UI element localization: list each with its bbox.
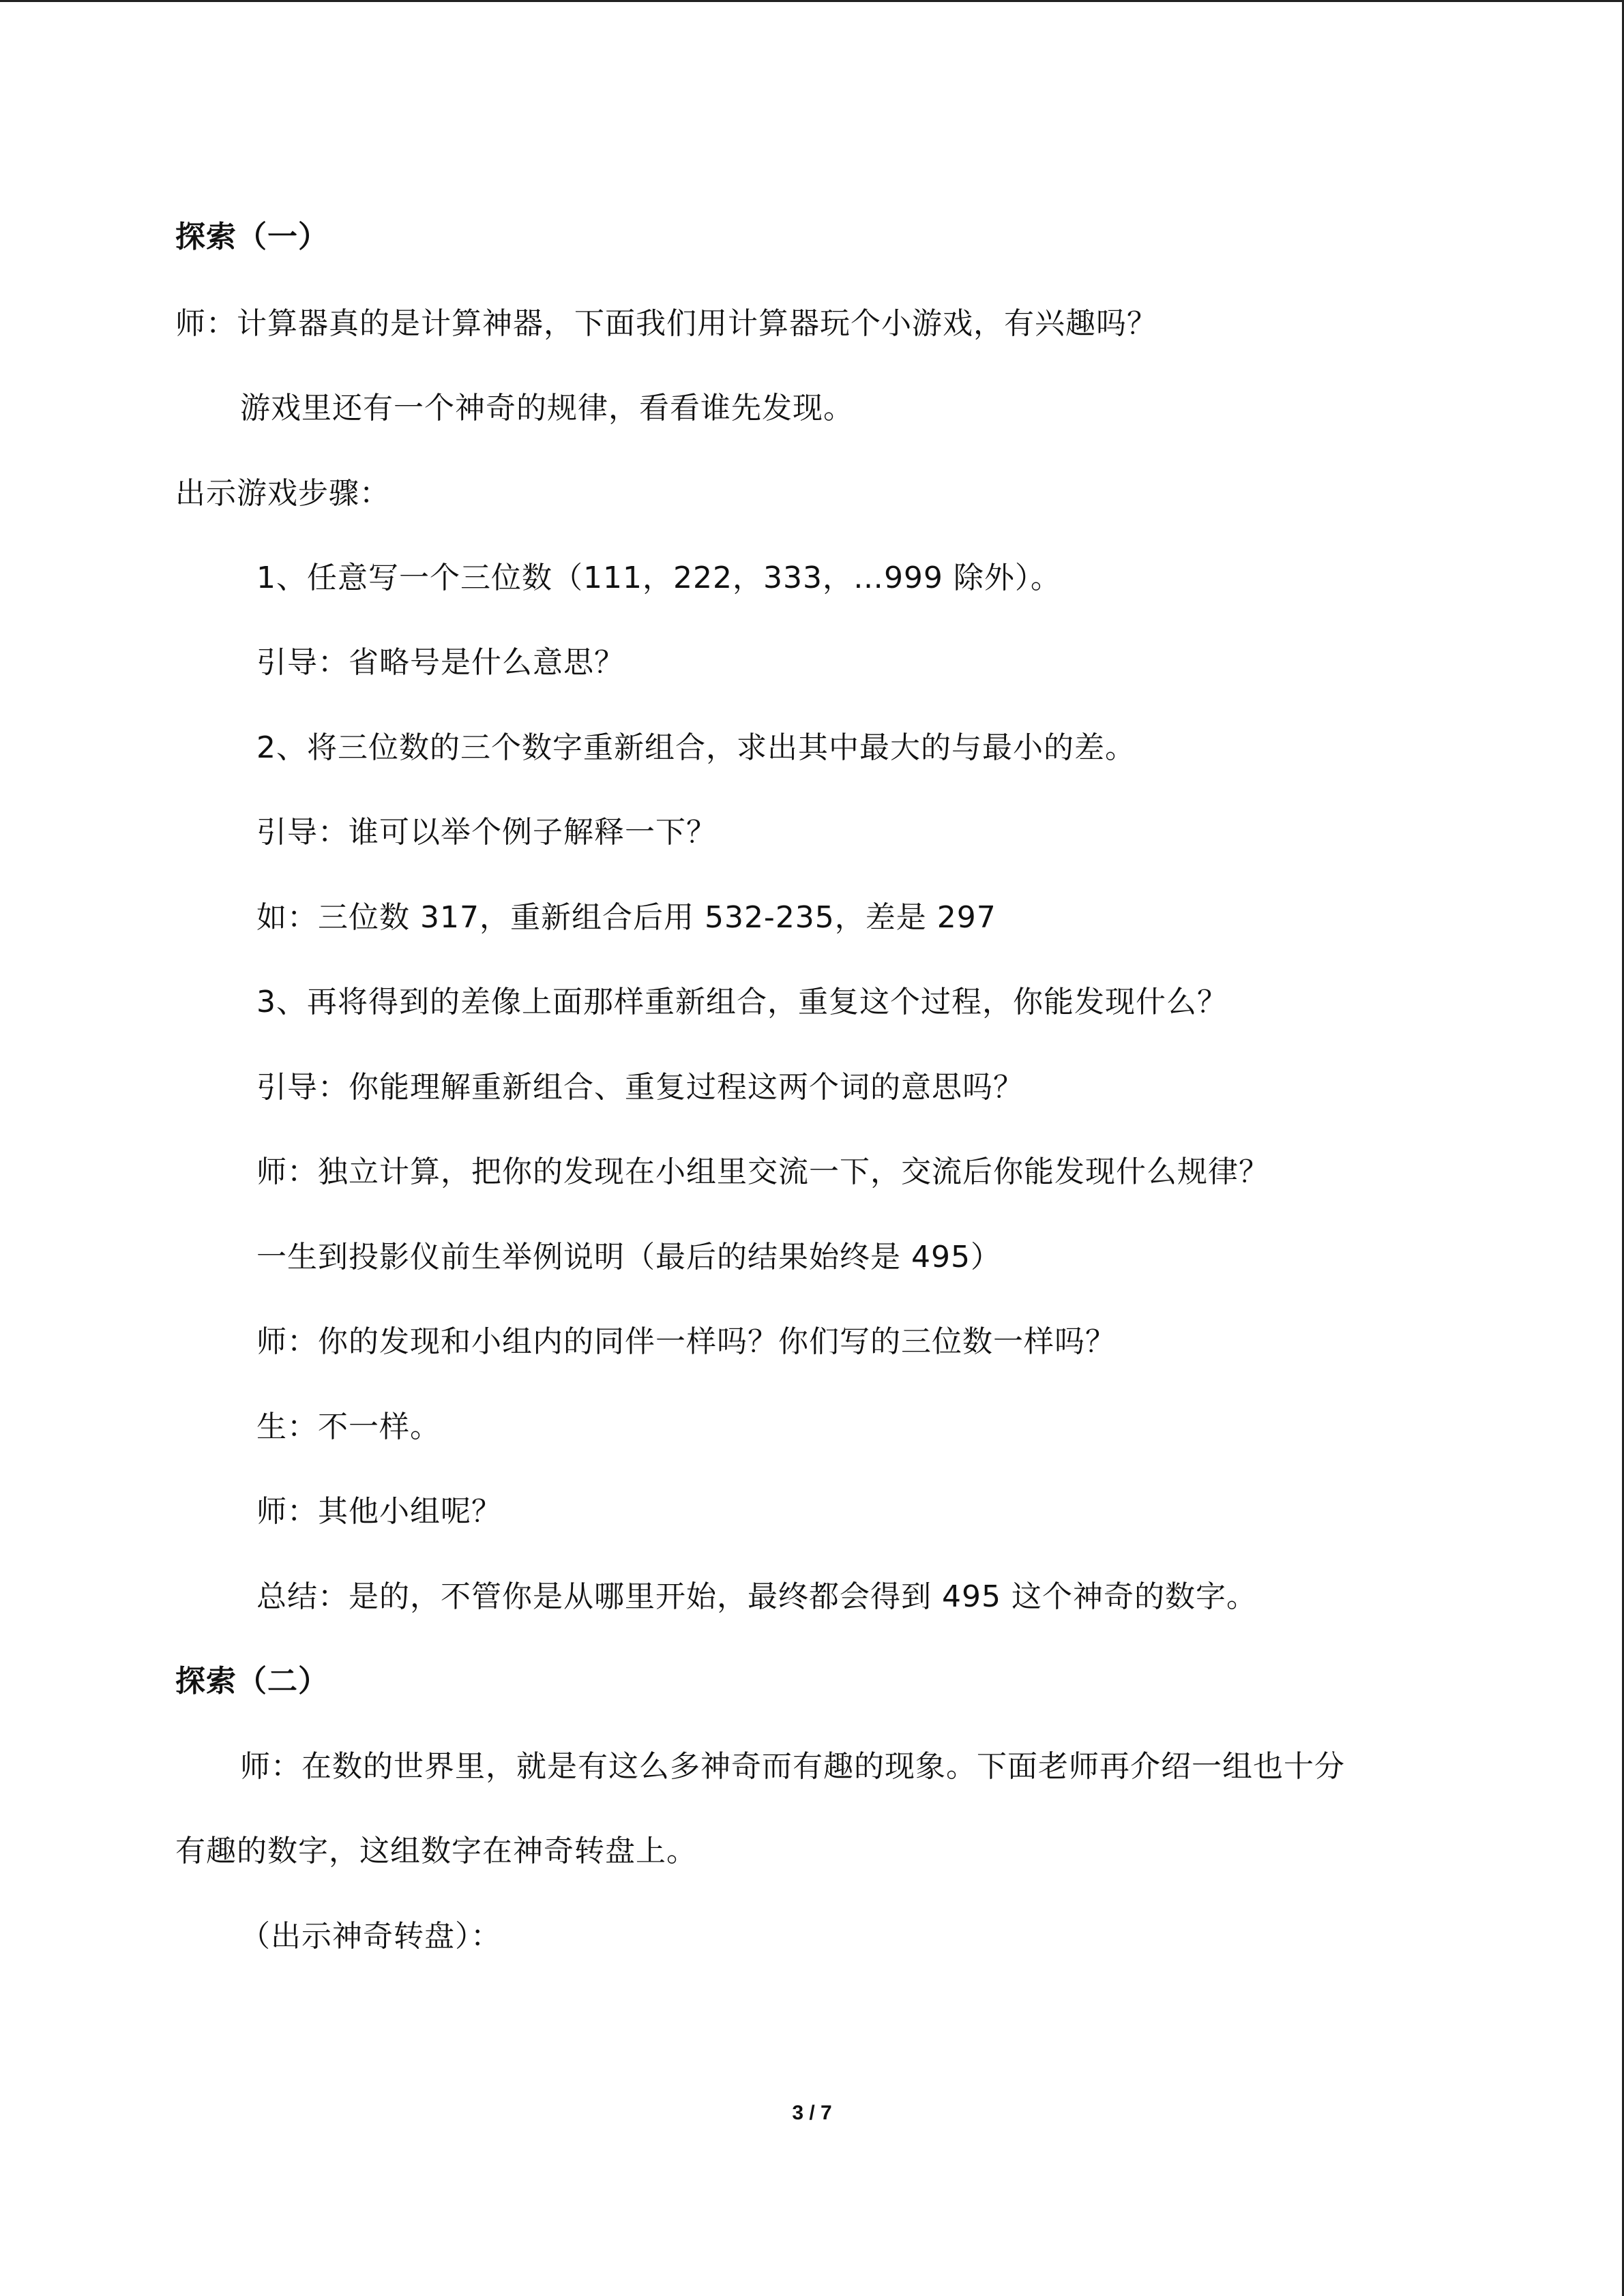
paragraph-line: 师：独立计算，把你的发现在小组里交流一下，交流后你能发现什么规律？ xyxy=(256,1154,1269,1189)
paragraph-line: 师：计算器真的是计算神器，下面我们用计算器玩个小游戏，有兴趣吗？ xyxy=(175,306,1157,341)
page-number: 3 / 7 xyxy=(792,2102,832,2124)
paragraph-line: 师：在数的世界里，就是有这么多神奇而有趣的现象。下面老师再介绍一组也十分 xyxy=(240,1749,1345,1784)
paragraph-line: 生：不一样。 xyxy=(256,1410,441,1444)
paragraph-line: 有趣的数字，这组数字在神奇转盘上。 xyxy=(175,1834,697,1868)
paragraph-line: 一生到投影仪前生举例说明（最后的结果始终是 495） xyxy=(256,1240,1001,1274)
section-heading-explore-1: 探索（一） xyxy=(175,220,329,254)
summary-line: 总结：是的，不管你是从哪里开始，最终都会得到 495 这个神奇的数字。 xyxy=(256,1579,1257,1614)
section-heading-explore-2: 探索（二） xyxy=(175,1664,329,1699)
guidance-line: 引导：谁可以举个例子解释一下？ xyxy=(256,815,717,850)
step-2: 2、将三位数的三个数字重新组合，求出其中最大的与最小的差。 xyxy=(256,730,1136,765)
step-1: 1、任意写一个三位数（111，222，333，…999 除外）。 xyxy=(256,561,1061,595)
paragraph-line: 游戏里还有一个神奇的规律，看看谁先发现。 xyxy=(240,391,854,426)
paragraph-line: （出示神奇转盘）： xyxy=(240,1919,501,1954)
paragraph-line: 师：你的发现和小组内的同伴一样吗？你们写的三位数一样吗？ xyxy=(256,1324,1116,1359)
example-line: 如：三位数 317，重新组合后用 532-235，差是 297 xyxy=(256,900,996,935)
guidance-line: 引导：你能理解重新组合、重复过程这两个词的意思吗？ xyxy=(256,1070,1024,1105)
step-3: 3、再将得到的差像上面那样重新组合，重复这个过程，你能发现什么？ xyxy=(256,985,1228,1019)
paragraph-line: 出示游戏步骤： xyxy=(175,476,390,511)
paragraph-line: 师：其他小组呢？ xyxy=(256,1494,502,1529)
guidance-line: 引导：省略号是什么意思？ xyxy=(256,645,625,680)
